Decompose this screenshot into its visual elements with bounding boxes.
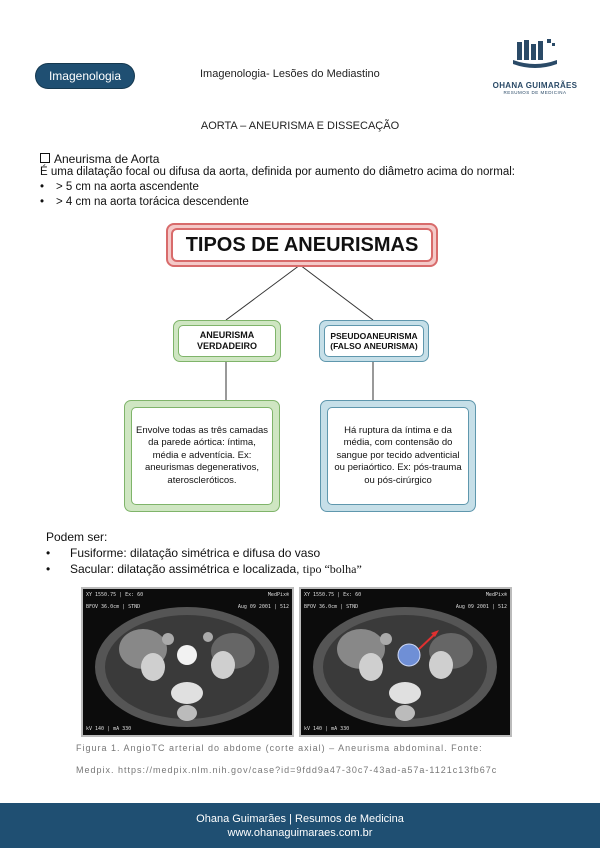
node-pseudoaneurysm-desc: Há ruptura da íntima e da média, com contensão do sangue por tecido adventicial ou periaórtico. Ex: pós-trauma ou pós-cirúrgico (327, 407, 469, 505)
ct-scan-annotated (299, 587, 512, 737)
figure-caption-line1: Figura 1. AngioTC arterial do abdome (corte axial) – Aneurisma abdominal. Fonte: (76, 743, 483, 753)
ct-scan-original (81, 587, 294, 737)
footer-website[interactable]: www.ohanaguimaraes.com.br (227, 826, 373, 839)
forms-item: • Sacular: dilatação assimétrica e localizada, tipo “bolha” (46, 562, 362, 576)
forms-intro: Podem ser: (46, 530, 108, 544)
ct-scan-image (83, 589, 292, 735)
scan-medpix: MedPix® (485, 592, 507, 598)
scan-info-topleft-2: BFOV 36.0cm | STND (86, 604, 141, 610)
ct-scan-annotated-image (301, 589, 510, 735)
node-pseudoaneurysm (319, 320, 429, 362)
scan-info-topleft: XY 1550.75 | Ex: 60 (86, 592, 144, 598)
criteria-item: • > 4 cm na aorta torácica descendente (40, 196, 249, 208)
footer-brand: Ohana Guimarães | Resumos de Medicina (196, 812, 404, 825)
mindmap-title-box (166, 223, 438, 267)
scan-info-topright: Aug 09 2001 | 512 (237, 604, 289, 610)
figure-caption-line2: Medpix. https://medpix.nlm.nih.gov/case?id=9fdd9a47-30c7-43ad-a57a-1121c13fb67c (76, 765, 498, 775)
scan-info-bottomleft: kV 140 | mA 330 (86, 726, 132, 732)
section-badge: Imagenologia (36, 64, 134, 88)
forms-item: • Fusiforme: dilatação simétrica e difusa do vaso (46, 546, 321, 560)
scan-medpix: MedPix® (267, 592, 289, 598)
aneurisma-heading: Aneurisma de Aorta (54, 152, 160, 166)
scan-info-topleft: XY 1550.75 | Ex: 60 (304, 592, 362, 598)
criteria-item: • > 5 cm na aorta ascendente (40, 181, 199, 193)
logo-name: OHANA GUIMARÃES (492, 81, 578, 90)
scan-info-bottomleft: kV 140 | mA 330 (304, 726, 350, 732)
node-true-aneurysm-desc: Envolve todas as três camadas da parede aórtica: íntima, média e adventícia. Ex: aneurismas degenerativos, ateroscleróticos. (131, 407, 273, 505)
scan-info-topright: Aug 09 2001 | 512 (455, 604, 507, 610)
header-title: Imagenologia- Lesões do Mediastino (200, 68, 380, 80)
section-title: AORTA – ANEURISMA E DISSECAÇÃO (200, 120, 400, 132)
mindmap-title: TIPOS DE ANEURISMAS (171, 228, 433, 262)
logo-subtitle: RESUMOS DE MEDICINA (503, 90, 567, 95)
node-true-aneurysm (173, 320, 281, 362)
scan-info-topleft-2: BFOV 36.0cm | STND (304, 604, 359, 610)
node-pseudoaneurysm-label: PSEUDOANEURISMA (FALSO ANEURISMA) (324, 325, 424, 357)
aneurisma-definition: É uma dilatação focal ou difusa da aorta, definida por aumento do diâmetro acima do normal: (40, 166, 515, 178)
footer (0, 803, 600, 848)
node-true-aneurysm-label: ANEURISMA VERDADEIRO (178, 325, 276, 357)
node-pseudoaneurysm-desc-box (320, 400, 476, 512)
node-true-aneurysm-desc-box (124, 400, 280, 512)
